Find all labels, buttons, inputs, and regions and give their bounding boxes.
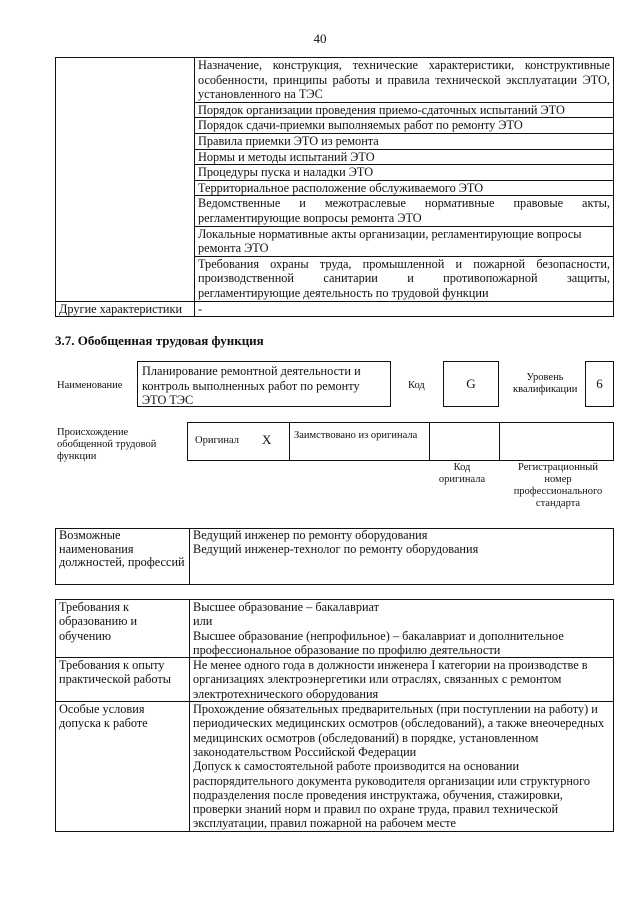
other-characteristics-label: Другие характеристики (56, 301, 195, 317)
origin-label: Происхождение обобщенной трудовой функции (57, 427, 157, 462)
table-cell: Порядок организации проведения приемо-сдаточных испытаний ЭТО (195, 102, 614, 118)
position-item: Ведущий инженер-технолог по ремонту оборудования (193, 541, 479, 556)
education-line: или (193, 614, 213, 629)
code-original-caption: Код оригинала (438, 462, 486, 485)
registration-number-caption: Регистрационный номер профессионального стандарта (513, 462, 603, 509)
special-conditions-label: Особые условия допуска к работе (56, 702, 190, 832)
requirements-table (55, 599, 614, 832)
table-row (56, 301, 614, 317)
original-mark: X (262, 432, 272, 447)
special-conditions-values (190, 702, 614, 832)
page-number: 40 (313, 31, 327, 46)
table-row (56, 58, 614, 103)
table-cell: Территориальное расположение обслуживаемого ЭТО (195, 180, 614, 196)
education-values (190, 600, 614, 658)
positions-values (190, 529, 614, 585)
other-characteristics-value: - (195, 301, 614, 317)
table-cell: Порядок сдачи-приемки выполняемых работ по ремонту ЭТО (195, 118, 614, 134)
table-cell: Назначение, конструкция, технические характеристики, конструктивные особенности, принципы работы и правила технической эксплуатации ЭТО, установленного на ТЭС (195, 58, 614, 103)
section-title: 3.7. Обобщенная трудовая функция (55, 333, 264, 348)
table-cell: Локальные нормативные акты организации, регламентирующие вопросы ремонта ЭТО (195, 226, 614, 256)
experience-label: Требования к опыту практической работы (56, 658, 190, 702)
experience-value: Не менее одного года в должности инженера I категории на производстве в организациях электроэнергетики или отраслях, связанных с ремонтом электротехнического оборудования (190, 658, 614, 702)
function-name-box: Планирование ремонтной деятельности и контроль выполненных работ по ремонту ЭТО ТЭС (137, 361, 391, 407)
level-value-box: 6 (585, 361, 614, 407)
table-row (56, 600, 614, 658)
positions-label: Возможные наименования должностей, профессий (56, 529, 190, 585)
table-cell: Требования охраны труда, промышленной и пожарной безопасности, производственной санитарии и противопожарной защиты, регламентирующие деятельность по трудовой функции (195, 256, 614, 301)
table-row (56, 658, 614, 702)
table-cell-empty (56, 58, 195, 302)
code-label: Код (408, 380, 425, 391)
special-condition-line: Прохождение обязательных предварительных (при поступлении на работу) и периодических медицинских осмотров (обследований), а также внеочередных медицинских осмотров (обследований) в порядке, установленном законодательством Российской Федерации (193, 702, 605, 759)
knowledge-table (55, 57, 614, 317)
education-label: Требования к образованию и обучению (56, 600, 190, 658)
origin-box (187, 422, 614, 461)
table-cell: Правила приемки ЭТО из ремонта (195, 133, 614, 149)
table-row (56, 529, 614, 585)
special-condition-line: Допуск к самостоятельной работе производится на основании распорядительного документа руководителя организации или структурного подразделения после проведения инструктажа, обучения, стажировки, проверки знаний норм и правил по охране труда, правил технической эксплуатации, правил пожарной на рабочем месте (193, 759, 590, 831)
education-line: Высшее образование – бакалавриат (193, 600, 380, 614)
positions-table (55, 528, 614, 585)
table-cell: Процедуры пуска и наладки ЭТО (195, 165, 614, 181)
code-value-box: G (443, 361, 499, 407)
table-cell: Ведомственные и межотраслевые нормативные правовые акты, регламентирующие вопросы ремонта ЭТО (195, 196, 614, 226)
name-label: Наименование (57, 380, 123, 391)
education-line: Высшее образование (непрофильное) – бакалавриат и дополнительное профессиональное образование по профилю деятельности (193, 628, 564, 657)
table-row (56, 702, 614, 832)
original-label: Оригинал (195, 435, 239, 446)
table-cell: Нормы и методы испытаний ЭТО (195, 149, 614, 165)
position-item: Ведущий инженер по ремонту оборудования (193, 528, 428, 542)
level-label: Уровень квалификации (513, 372, 578, 395)
borrowed-label: Заимствовано из оригинала (294, 430, 418, 441)
